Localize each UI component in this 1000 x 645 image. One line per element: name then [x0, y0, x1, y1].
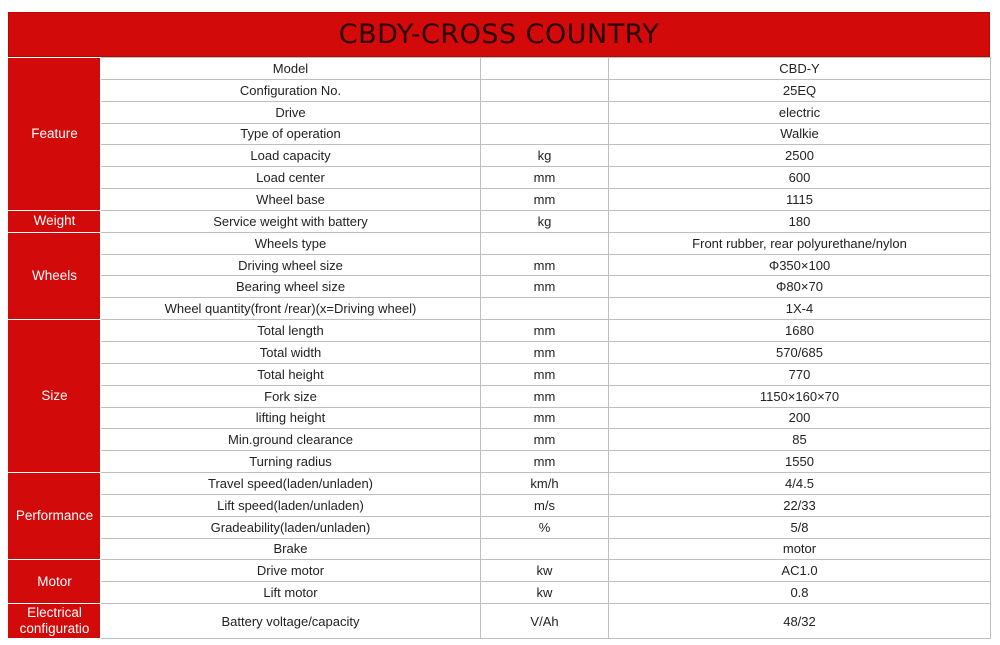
value-cell: Front rubber, rear polyurethane/nylon [609, 232, 991, 254]
table-row [9, 101, 991, 123]
param-cell: Wheel base [101, 189, 481, 211]
param-cell: Driving wheel size [101, 254, 481, 276]
param-cell: Configuration No. [101, 79, 481, 101]
value-cell: 4/4.5 [609, 473, 991, 495]
value-cell: CBD-Y [609, 58, 991, 80]
unit-cell [481, 123, 609, 145]
value-cell: 1150×160×70 [609, 385, 991, 407]
table-row [9, 79, 991, 101]
value-cell: 1680 [609, 320, 991, 342]
unit-cell: V/Ah [481, 604, 609, 639]
param-cell: Brake [101, 538, 481, 560]
category-motor: Motor [9, 560, 101, 604]
unit-cell [481, 298, 609, 320]
unit-cell: mm [481, 407, 609, 429]
param-cell: Drive [101, 101, 481, 123]
table-row [9, 494, 991, 516]
category-weight: Weight [9, 210, 101, 232]
table-row [9, 604, 991, 639]
value-cell: 1550 [609, 451, 991, 473]
unit-cell: km/h [481, 473, 609, 495]
table-row [9, 560, 991, 582]
value-cell: 180 [609, 210, 991, 232]
table-row [9, 189, 991, 211]
param-cell: Fork size [101, 385, 481, 407]
value-cell: AC1.0 [609, 560, 991, 582]
table-row [9, 407, 991, 429]
table-row [9, 210, 991, 232]
table-row [9, 473, 991, 495]
unit-cell: mm [481, 385, 609, 407]
param-cell: Service weight with battery [101, 210, 481, 232]
table-row [9, 276, 991, 298]
param-cell: Turning radius [101, 451, 481, 473]
param-cell: Total height [101, 363, 481, 385]
param-cell: Wheel quantity(front /rear)(x=Driving wheel) [101, 298, 481, 320]
value-cell: 1115 [609, 189, 991, 211]
param-cell: Load center [101, 167, 481, 189]
table-row [9, 385, 991, 407]
value-cell: 600 [609, 167, 991, 189]
spec-sheet [8, 12, 990, 638]
category-feature: Feature [9, 58, 101, 211]
param-cell: Total width [101, 341, 481, 363]
table-row [9, 167, 991, 189]
table-row [9, 582, 991, 604]
table-row [9, 538, 991, 560]
value-cell: Φ80×70 [609, 276, 991, 298]
param-cell: Type of operation [101, 123, 481, 145]
unit-cell [481, 101, 609, 123]
value-cell: motor [609, 538, 991, 560]
value-cell: 25EQ [609, 79, 991, 101]
value-cell: Walkie [609, 123, 991, 145]
value-cell: 0.8 [609, 582, 991, 604]
param-cell: Lift speed(laden/unladen) [101, 494, 481, 516]
value-cell: 770 [609, 363, 991, 385]
param-cell: Battery voltage/capacity [101, 604, 481, 639]
unit-cell [481, 58, 609, 80]
table-row [9, 363, 991, 385]
value-cell: electric [609, 101, 991, 123]
table-row [9, 451, 991, 473]
param-cell: Min.ground clearance [101, 429, 481, 451]
table-row [9, 298, 991, 320]
value-cell: 85 [609, 429, 991, 451]
category-size: Size [9, 320, 101, 473]
category-performance: Performance [9, 473, 101, 560]
unit-cell: kg [481, 145, 609, 167]
value-cell: 5/8 [609, 516, 991, 538]
table-row [9, 254, 991, 276]
param-cell: Load capacity [101, 145, 481, 167]
unit-cell: mm [481, 363, 609, 385]
value-cell: 22/33 [609, 494, 991, 516]
table-row [9, 123, 991, 145]
value-cell: 48/32 [609, 604, 991, 639]
unit-cell [481, 538, 609, 560]
unit-cell: kg [481, 210, 609, 232]
unit-cell: mm [481, 429, 609, 451]
table-row [9, 429, 991, 451]
param-cell: lifting height [101, 407, 481, 429]
unit-cell: mm [481, 341, 609, 363]
unit-cell: mm [481, 451, 609, 473]
unit-cell: kw [481, 582, 609, 604]
unit-cell: mm [481, 320, 609, 342]
category-electrical [9, 604, 101, 639]
unit-cell: mm [481, 189, 609, 211]
table-row [9, 232, 991, 254]
param-cell: Lift motor [101, 582, 481, 604]
category-electrical-line1: Electrical [27, 605, 82, 621]
param-cell: Gradeability(laden/unladen) [101, 516, 481, 538]
value-cell: 2500 [609, 145, 991, 167]
param-cell: Total length [101, 320, 481, 342]
sheet-title: CBDY-CROSS COUNTRY [8, 12, 990, 57]
param-cell: Drive motor [101, 560, 481, 582]
table-row [9, 145, 991, 167]
unit-cell [481, 79, 609, 101]
param-cell: Travel speed(laden/unladen) [101, 473, 481, 495]
unit-cell: kw [481, 560, 609, 582]
value-cell: 1X-4 [609, 298, 991, 320]
unit-cell: m/s [481, 494, 609, 516]
unit-cell: mm [481, 276, 609, 298]
value-cell: Φ350×100 [609, 254, 991, 276]
table-row [9, 58, 991, 80]
value-cell: 200 [609, 407, 991, 429]
param-cell: Model [101, 58, 481, 80]
param-cell: Bearing wheel size [101, 276, 481, 298]
category-wheels: Wheels [9, 232, 101, 319]
table-row [9, 320, 991, 342]
spec-table [8, 57, 991, 639]
table-row [9, 516, 991, 538]
unit-cell: % [481, 516, 609, 538]
unit-cell [481, 232, 609, 254]
category-electrical-line2: configuratio [19, 621, 90, 637]
table-row [9, 341, 991, 363]
unit-cell: mm [481, 254, 609, 276]
unit-cell: mm [481, 167, 609, 189]
value-cell: 570/685 [609, 341, 991, 363]
param-cell: Wheels type [101, 232, 481, 254]
